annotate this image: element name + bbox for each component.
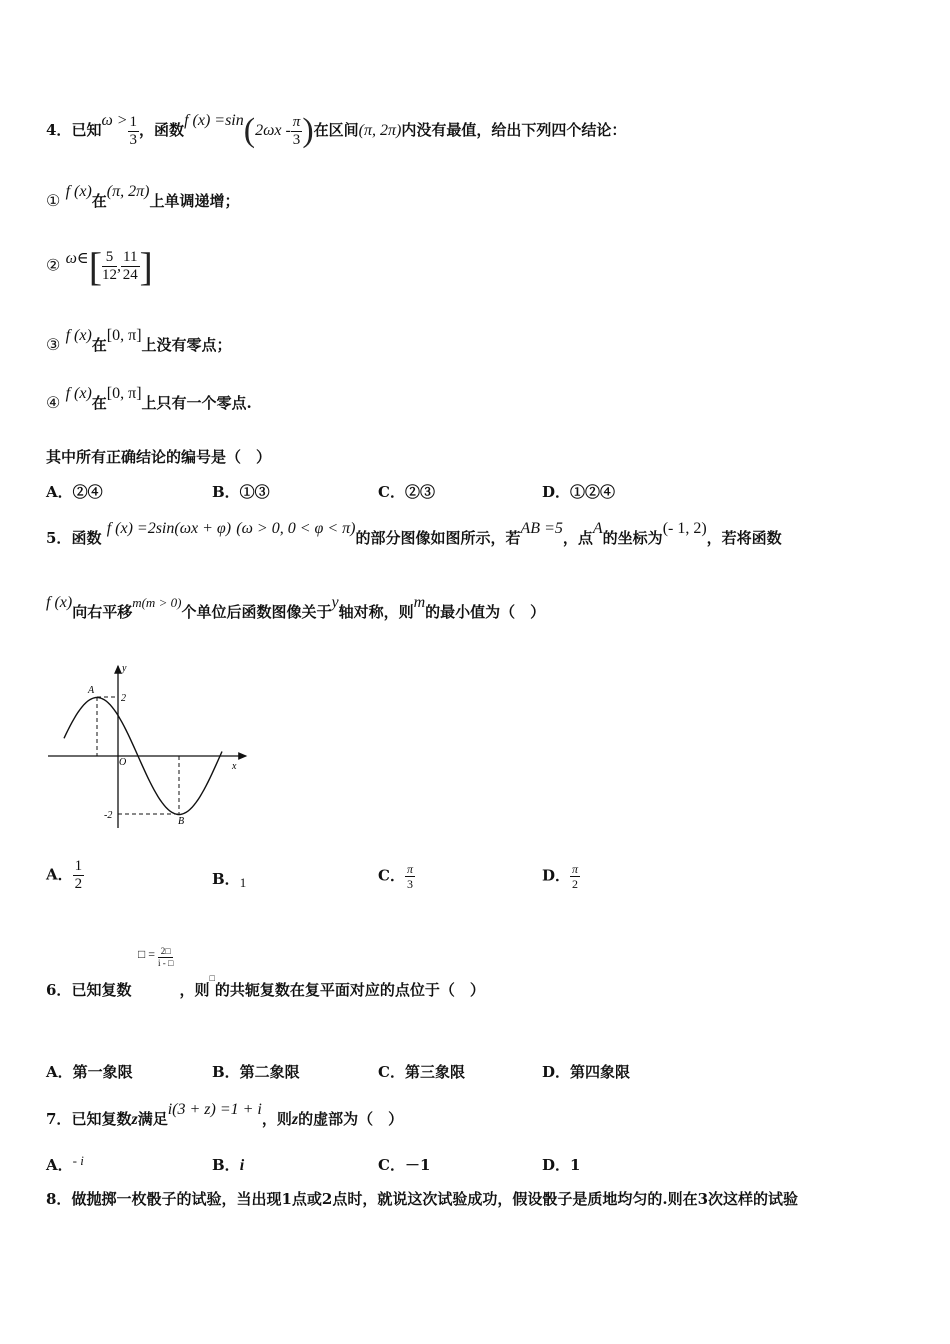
q6-option-b[interactable]: B．第二象限	[212, 1063, 300, 1081]
q5-option-d[interactable]: D． $\frac{\pi}{2}$	[542, 862, 579, 891]
q7-option-b[interactable]: B．i	[212, 1156, 245, 1174]
q4-function-def: f (x) =sin	[184, 112, 244, 129]
q4-ask: 其中所有正确结论的编号是（ ）	[46, 448, 272, 466]
q4-statement-1: ① f (x)在(π, 2π)上单调递增；	[46, 183, 240, 210]
q5-option-a[interactable]: A． $\frac{1}{2}$	[46, 858, 83, 892]
label-origin: O	[119, 757, 127, 768]
q5-condition: (ω > 0, 0 < φ < π)	[236, 520, 356, 537]
q5-function: f (x) =2sin(ωx + φ)	[106, 520, 232, 537]
q4-statement-2: ② ω∈[ $\frac{5}{12}$ , $\frac{11}{24}$ ]	[46, 244, 153, 289]
label-neg-two: -2	[104, 810, 113, 821]
q8-number: 8．	[46, 1190, 72, 1208]
q5-number: 5．	[46, 529, 72, 547]
label-point-b: B	[178, 816, 185, 827]
q6-stem: 6．已知复数 ，则□的共轭复数在复平面对应的点位于（ ）	[46, 973, 485, 999]
q7-option-c[interactable]: C．－1	[378, 1156, 431, 1174]
label-x: x	[232, 761, 237, 772]
q4-omega-cond: ω >	[101, 112, 128, 129]
q5-stem-line2: f (x)向右平移m(m > 0)个单位后函数图像关于y轴对称，则m的最小值为（ ）	[46, 594, 546, 621]
q7-option-d[interactable]: D．1	[542, 1156, 581, 1174]
q5-sine-graph	[44, 660, 254, 832]
q4-option-a[interactable]: A．②④	[46, 483, 103, 501]
q5-option-b[interactable]: B．1	[212, 870, 247, 890]
q7-equation: i(3 + z) =1 + i	[167, 1101, 262, 1118]
q4-stem: 4．已知ω > $\frac{1}{3}$ ，函数f (x) =sin(2ωx - $\frac{\pi}{3}$ )在区间(π, 2π)内没有最值，给出下列四个结论：	[46, 112, 627, 149]
label-two: 2	[121, 693, 126, 704]
q6-number: 6．	[46, 981, 72, 999]
q6-option-d[interactable]: D．第四象限	[542, 1063, 631, 1081]
q4-frac-one-third: $\frac{1}{3}$	[129, 113, 138, 148]
q4-statement-3: ③ f (x)在[0, π]上没有零点；	[46, 327, 232, 354]
label-y: y	[122, 663, 127, 674]
q4-option-c[interactable]: C．②③	[378, 483, 435, 501]
q5-stem-line1: 5．函数 f (x) =2sin(ωx + φ) (ω > 0, 0 < φ < π)的部分图像如图所示，若AB =5，点A的坐标为(- 1, 2)，若将函数	[46, 520, 782, 547]
q4-arg: 2ωx -	[255, 122, 291, 139]
q6-option-c[interactable]: C．第三象限	[378, 1063, 465, 1081]
q5-option-c[interactable]: C． $\frac{\pi}{3}$	[378, 862, 413, 891]
q4-option-b[interactable]: B．①③	[212, 483, 270, 501]
q4-interval: (π, 2π)	[358, 122, 402, 139]
q4-option-d[interactable]: D．①②④	[542, 483, 616, 501]
q7-stem: 7．已知复数z满足i(3 + z) =1 + i，则z的虚部为（ ）	[46, 1101, 404, 1128]
q4-text: 已知	[71, 121, 102, 139]
q7-option-a[interactable]: A．- i	[46, 1153, 84, 1174]
label-point-a: A	[88, 685, 95, 696]
q4-statement-4: ④ f (x)在[0, π]上只有一个零点.	[46, 385, 252, 412]
q4-frac-pi-third: $\frac{\pi}{3}$	[292, 113, 301, 148]
q7-number: 7．	[46, 1110, 72, 1128]
q6-option-a[interactable]: A．第一象限	[46, 1063, 133, 1081]
q8-stem: 8．做抛掷一枚骰子的试验，当出现1点或2点时，就说这次试验成功，假设骰子是质地均匀的.则在3次这样的试验	[46, 1190, 799, 1208]
q6-formula: □ = $\frac{2□}{i - □}$	[138, 946, 174, 968]
q4-number: 4．	[46, 121, 72, 139]
